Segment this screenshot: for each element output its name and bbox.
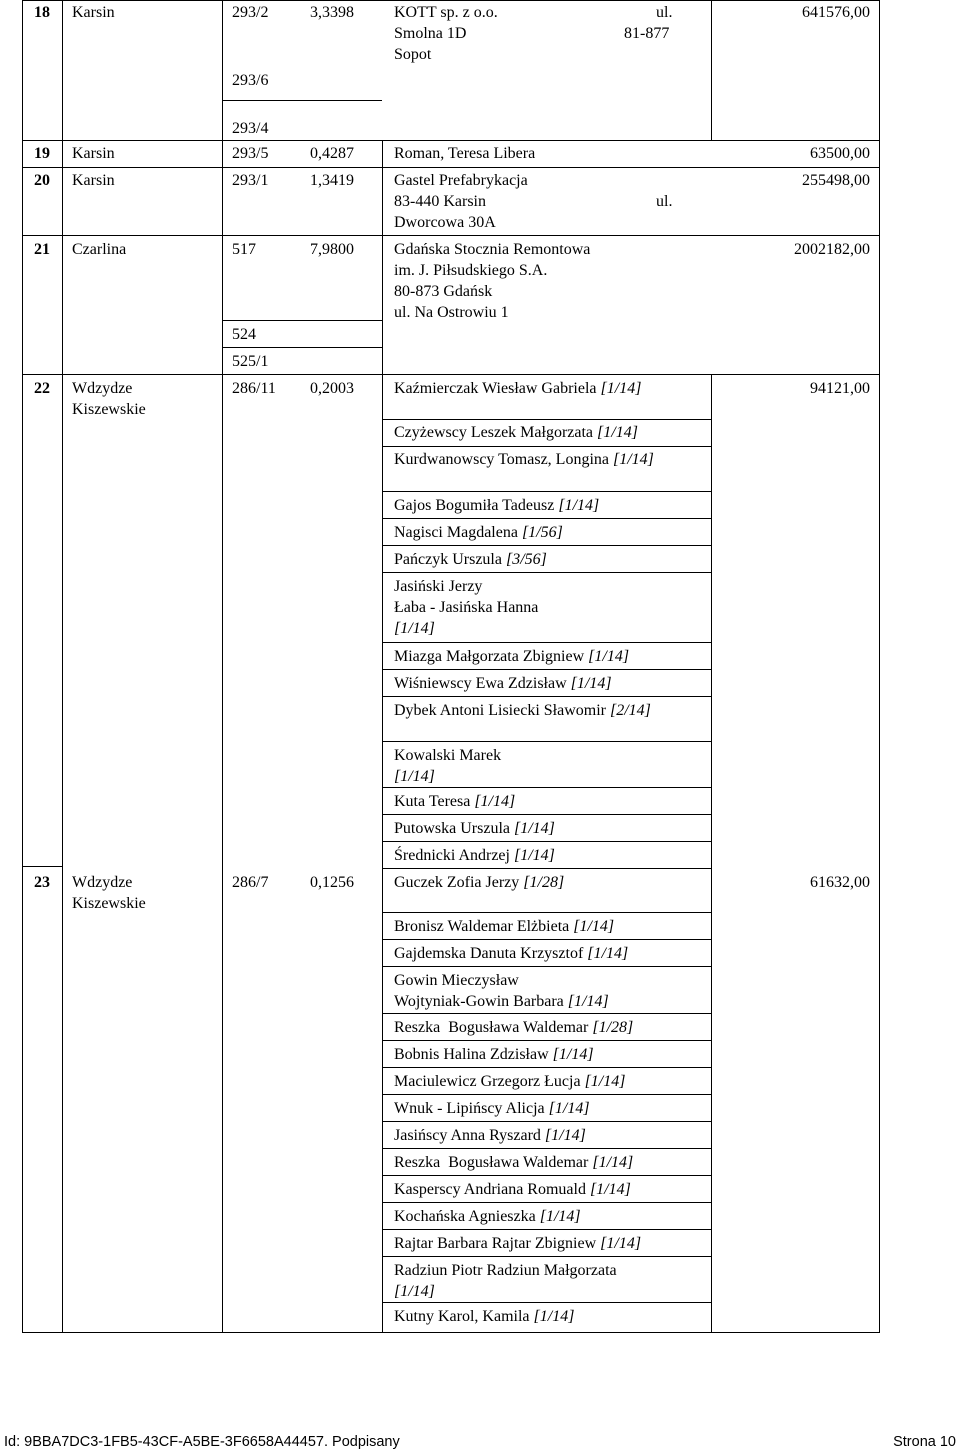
owner-entry xyxy=(394,818,710,839)
owner-name: Nagisci Magdalena xyxy=(394,524,518,541)
owner-share: [1/14] xyxy=(533,1308,575,1325)
owner-share: [1/28] xyxy=(523,874,565,891)
owner-share: [1/14] xyxy=(513,847,555,864)
owner-share: [1/14] xyxy=(570,675,612,692)
owner-share: [1/14] xyxy=(394,768,435,785)
owner-entry xyxy=(394,1206,710,1227)
owner-entry xyxy=(394,745,710,787)
owner-divider xyxy=(382,1013,711,1014)
owner-divider xyxy=(382,868,711,869)
owner-name: Wojtyniak-Gowin Barbara xyxy=(394,993,564,1010)
owner-entry xyxy=(394,422,710,443)
value-amount: 2002182,00 xyxy=(794,241,870,258)
column-divider xyxy=(222,0,223,1333)
owner-share: [1/14] xyxy=(394,1283,435,1300)
owner-name: Maciulewicz Grzegorz Łucja xyxy=(394,1073,581,1090)
owner-entry xyxy=(394,646,710,667)
row-divider xyxy=(222,100,382,101)
owner-name: Gajdemska Danuta Krzysztof xyxy=(394,945,584,962)
owner-name: Wnuk - Lipińscy Alicja xyxy=(394,1100,545,1117)
owner-divider xyxy=(382,669,711,670)
plot-number: 293/4 xyxy=(232,120,269,137)
owner-share: [1/14] xyxy=(600,380,642,397)
row-number: 21 xyxy=(34,241,50,258)
owner-entry xyxy=(394,1179,710,1200)
owner-share: [1/14] xyxy=(539,1208,581,1225)
owner-share: [1/14] xyxy=(548,1100,590,1117)
place-name: Czarlina xyxy=(72,241,127,258)
owner-share: [1/14] xyxy=(597,424,638,441)
owner-name: Putowska Urszula xyxy=(394,820,510,837)
owner-divider xyxy=(382,966,711,967)
owner-divider xyxy=(382,741,711,742)
owner-name: Jasiński Jerzy xyxy=(394,578,483,595)
owner-name: Kowalski Marek xyxy=(394,747,502,764)
owner-entry xyxy=(394,1306,710,1327)
owner-entry xyxy=(394,791,710,812)
place-name: Wdzydze xyxy=(72,874,133,891)
owner-divider xyxy=(382,419,711,420)
owner-share: [1/14] xyxy=(552,1046,594,1063)
owner-name: Dybek Antoni Lisiecki Sławomir xyxy=(394,702,606,719)
owner-name: Gajos Bogumiła Tadeusz xyxy=(394,497,555,514)
row-divider xyxy=(222,347,382,348)
place-name: Karsin xyxy=(72,172,115,189)
owner-divider xyxy=(382,1256,711,1257)
owner-street: Dworcowa 30A xyxy=(394,214,496,231)
plot-number: 524 xyxy=(232,326,256,343)
value-amount: 641576,00 xyxy=(802,4,870,21)
owner-name: Gastel Prefabrykacja xyxy=(394,172,528,189)
owner-entry xyxy=(394,1260,710,1302)
row-number: 18 xyxy=(34,4,50,21)
row-number: 23 xyxy=(34,874,50,891)
owner-entry xyxy=(394,845,710,866)
owner-share: [2/14] xyxy=(609,702,651,719)
owner-divider xyxy=(382,1067,711,1068)
owner-divider xyxy=(382,1302,711,1303)
owner-divider xyxy=(382,939,711,940)
column-divider xyxy=(382,140,383,1333)
plot-number: 517 xyxy=(232,241,256,258)
area-value: 0,2003 xyxy=(310,380,354,397)
owner-divider xyxy=(382,446,711,447)
owner-entry xyxy=(394,549,710,570)
owner-name: Guczek Zofia Jerzy xyxy=(394,874,520,891)
row-number: 22 xyxy=(34,380,50,397)
owner-entry xyxy=(394,1017,710,1038)
column-divider xyxy=(711,374,712,1333)
document-id: Id: 9BBA7DC3-1FB5-43CF-A5BE-3F6658A44457. Podpisany xyxy=(4,1434,400,1450)
owner-divider xyxy=(382,572,711,573)
owner-line: Gdańska Stocznia Remontowa xyxy=(394,241,591,258)
owner-entry xyxy=(394,673,710,694)
owner-name: Radziun Piotr Radziun Małgorzata xyxy=(394,1262,617,1279)
owner-share: [1/14] xyxy=(513,820,555,837)
row-number: 20 xyxy=(34,172,50,189)
owner-street-prefix: ul. xyxy=(656,193,673,210)
plot-number: 293/5 xyxy=(232,145,269,162)
owner-entry xyxy=(394,576,710,639)
owner-entry xyxy=(394,970,710,1012)
owner-name: Roman, Teresa Libera xyxy=(394,145,536,162)
owner-name: Pańczyk Urszula xyxy=(394,551,502,568)
owner-city: Sopot xyxy=(394,46,432,63)
area-value: 7,9800 xyxy=(310,241,354,258)
owner-entry xyxy=(394,449,710,470)
plot-number: 286/7 xyxy=(232,874,269,891)
owner-entry xyxy=(394,1152,710,1173)
owner-entry xyxy=(394,916,710,937)
owner-name: Kochańska Agnieszka xyxy=(394,1208,536,1225)
owner-name: Kasperscy Andriana Romuald xyxy=(394,1181,586,1198)
owner-share: [1/14] xyxy=(567,993,609,1010)
row-divider xyxy=(22,140,880,141)
area-value: 0,1256 xyxy=(310,874,354,891)
owner-share: [1/14] xyxy=(573,918,615,935)
owner-divider xyxy=(382,1229,711,1230)
owner-entry xyxy=(394,943,710,964)
owner-share: [1/14] xyxy=(600,1235,642,1252)
plot-number: 293/2 xyxy=(232,4,269,21)
owner-share: [1/14] xyxy=(588,648,630,665)
owner-share: [1/14] xyxy=(394,620,435,637)
owner-name: Rajtar Barbara Rajtar Zbigniew xyxy=(394,1235,597,1252)
owner-entry xyxy=(394,700,710,721)
plot-number: 286/11 xyxy=(232,380,276,397)
plot-number: 525/1 xyxy=(232,353,269,370)
owner-entry xyxy=(394,1125,710,1146)
owner-divider xyxy=(382,1094,711,1095)
owner-divider xyxy=(382,518,711,519)
plot-number: 293/6 xyxy=(232,72,269,89)
owner-share: [1/14] xyxy=(592,1154,634,1171)
owner-name: Wiśniewscy Ewa Zdzisław xyxy=(394,675,567,692)
owner-entry xyxy=(394,1233,710,1254)
row-divider xyxy=(22,374,880,375)
owner-share: [1/14] xyxy=(558,497,600,514)
owner-entry xyxy=(394,1098,710,1119)
owner-name: Reszka Bogusława Waldemar xyxy=(394,1154,589,1171)
column-divider xyxy=(711,0,712,140)
owner-divider xyxy=(382,1040,711,1041)
column-divider xyxy=(62,0,63,1333)
owner-share: [1/28] xyxy=(592,1019,634,1036)
owner-share: [3/56] xyxy=(505,551,547,568)
owner-name: Bobnis Halina Zdzisław xyxy=(394,1046,549,1063)
owner-name: Łaba - Jasińska Hanna xyxy=(394,599,539,616)
owner-entry xyxy=(394,1044,710,1065)
owner-divider xyxy=(382,1148,711,1149)
owner-street-prefix: ul. xyxy=(656,4,673,21)
owner-divider xyxy=(382,545,711,546)
owner-name: KOTT sp. z o.o. xyxy=(394,4,498,21)
owner-entry xyxy=(394,495,710,516)
owner-entry xyxy=(394,522,710,543)
row-divider xyxy=(22,235,880,236)
place-name: Wdzydze xyxy=(72,380,133,397)
owner-divider xyxy=(382,1121,711,1122)
owner-street: Smolna 1D xyxy=(394,25,467,42)
owner-name: Bronisz Waldemar Elżbieta xyxy=(394,918,570,935)
owner-name: Miazga Małgorzata Zbigniew xyxy=(394,648,585,665)
value-amount: 63500,00 xyxy=(810,145,870,162)
value-amount: 94121,00 xyxy=(810,380,870,397)
owner-divider xyxy=(382,1202,711,1203)
owner-line: ul. Na Ostrowiu 1 xyxy=(394,304,509,321)
owner-share: [1/14] xyxy=(584,1073,626,1090)
place-name: Karsin xyxy=(72,4,115,21)
owner-name: Kurdwanowscy Tomasz, Longina xyxy=(394,451,609,468)
owner-divider xyxy=(382,841,711,842)
page-number: Strona 10 xyxy=(893,1434,956,1450)
area-value: 1,3419 xyxy=(310,172,354,189)
owner-entry xyxy=(394,1071,710,1092)
owner-postal-code: 81-877 xyxy=(624,25,670,42)
owner-divider xyxy=(382,814,711,815)
owner-divider xyxy=(382,912,711,913)
owner-postal-city: 83-440 Karsin xyxy=(394,193,486,210)
owner-name: Kuta Teresa xyxy=(394,793,471,810)
row-divider xyxy=(222,320,382,321)
plot-number: 293/1 xyxy=(232,172,269,189)
place-name: Kiszewskie xyxy=(72,895,146,912)
owner-share: [1/14] xyxy=(612,451,654,468)
owner-name: Średnicki Andrzej xyxy=(394,847,510,864)
value-amount: 61632,00 xyxy=(810,874,870,891)
owner-line: 80-873 Gdańsk xyxy=(394,283,493,300)
row-divider xyxy=(22,167,880,168)
area-value: 3,3398 xyxy=(310,4,354,21)
owner-name: Gowin Mieczysław xyxy=(394,972,519,989)
owner-entry xyxy=(394,872,710,893)
row-divider xyxy=(22,866,62,867)
area-value: 0,4287 xyxy=(310,145,354,162)
place-name: Karsin xyxy=(72,145,115,162)
owner-divider xyxy=(382,787,711,788)
owner-name: Kutny Karol, Kamila xyxy=(394,1308,530,1325)
owner-divider xyxy=(382,1175,711,1176)
owner-share: [1/14] xyxy=(544,1127,586,1144)
owner-line: im. J. Piłsudskiego S.A. xyxy=(394,262,548,279)
owner-share: [1/14] xyxy=(589,1181,631,1198)
owner-divider xyxy=(382,642,711,643)
owner-name: Czyżewscy Leszek Małgorzata xyxy=(394,424,594,441)
owner-name: Kaźmierczak Wiesław Gabriela xyxy=(394,380,597,397)
owner-share: [1/14] xyxy=(474,793,516,810)
owner-entry xyxy=(394,378,710,399)
owner-divider xyxy=(382,696,711,697)
place-name: Kiszewskie xyxy=(72,401,146,418)
value-amount: 255498,00 xyxy=(802,172,870,189)
owner-name: Jasińscy Anna Ryszard xyxy=(394,1127,541,1144)
owner-share: [1/14] xyxy=(587,945,629,962)
row-number: 19 xyxy=(34,145,50,162)
owner-divider xyxy=(382,491,711,492)
owner-name: Reszka Bogusława Waldemar xyxy=(394,1019,589,1036)
owner-share: [1/56] xyxy=(521,524,563,541)
